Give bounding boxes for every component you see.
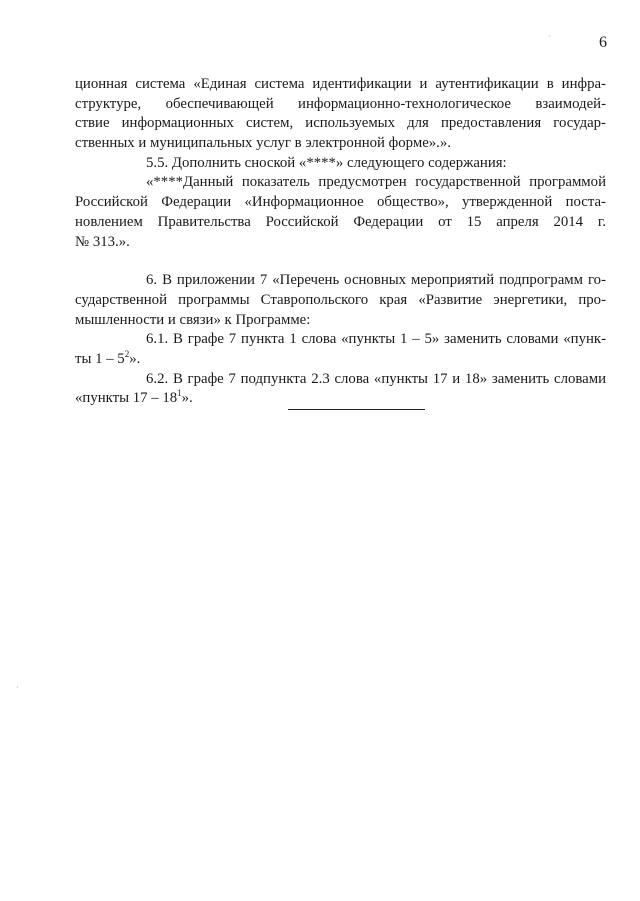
paragraph-5-5: [75, 154, 606, 174]
text-line: № 313.».: [75, 233, 130, 250]
text-line: 5.5. Дополнить сноской «****» следующего содержания:: [146, 154, 507, 171]
text-line: сударственной программы Ставропольского края «Развитие энергетики, про-: [75, 291, 606, 308]
superscript: 2: [124, 348, 130, 359]
text-line: «****Данный показатель предусмотрен государственной программой: [146, 174, 606, 191]
paragraph-6-2: [75, 370, 606, 409]
paragraph-footnote: [75, 173, 606, 252]
text-line: ционная система «Единая система идентификации и аутентификации в инфра-: [75, 76, 606, 92]
text-fragment: ».: [181, 390, 193, 407]
text-fragment: ты 1 – 5: [75, 350, 125, 367]
text-line: 6.1. В графе 7 пункта 1 слова «пункты 1 – 5» заменить словами «пунк-: [146, 331, 606, 348]
text-line: ственных и муниципальных услуг в электронной форме».».: [75, 135, 451, 152]
scan-speck: ·: [548, 32, 551, 41]
text-line: [75, 350, 606, 370]
text-line: 6. В приложении 7 «Перечень основных мероприятий подпрограмм го-: [146, 272, 606, 289]
text-line: новлением Правительства Российской Федерации от 15 апреля 2014 г.: [75, 213, 606, 230]
text-line: структуре, обеспечивающей информационно-технологическое взаимодей-: [75, 95, 606, 112]
paragraph-gap: [75, 252, 606, 271]
paragraph-6-1: [75, 330, 606, 369]
document-body: [75, 75, 606, 409]
text-fragment: ».: [129, 350, 141, 367]
scan-speck: ·: [16, 683, 19, 692]
end-divider-line: [288, 409, 425, 410]
text-fragment: «пункты 17 – 18: [75, 390, 178, 407]
superscript: 1: [177, 388, 182, 399]
paragraph-6: [75, 271, 606, 330]
paragraph-system-name: [75, 75, 606, 154]
page-number: 6: [599, 34, 607, 51]
text-line: 6.2. В графе 7 подпункта 2.3 слова «пункты 17 и 18» заменить словами: [146, 370, 606, 387]
text-line: ствие информационных систем, используемых для предоставления государ-: [75, 115, 606, 132]
text-line: [75, 389, 606, 409]
text-line: мышленности и связи» к Программе:: [75, 311, 311, 328]
text-line: Российской Федерации «Информационное общество», утвержденной поста-: [75, 194, 606, 211]
